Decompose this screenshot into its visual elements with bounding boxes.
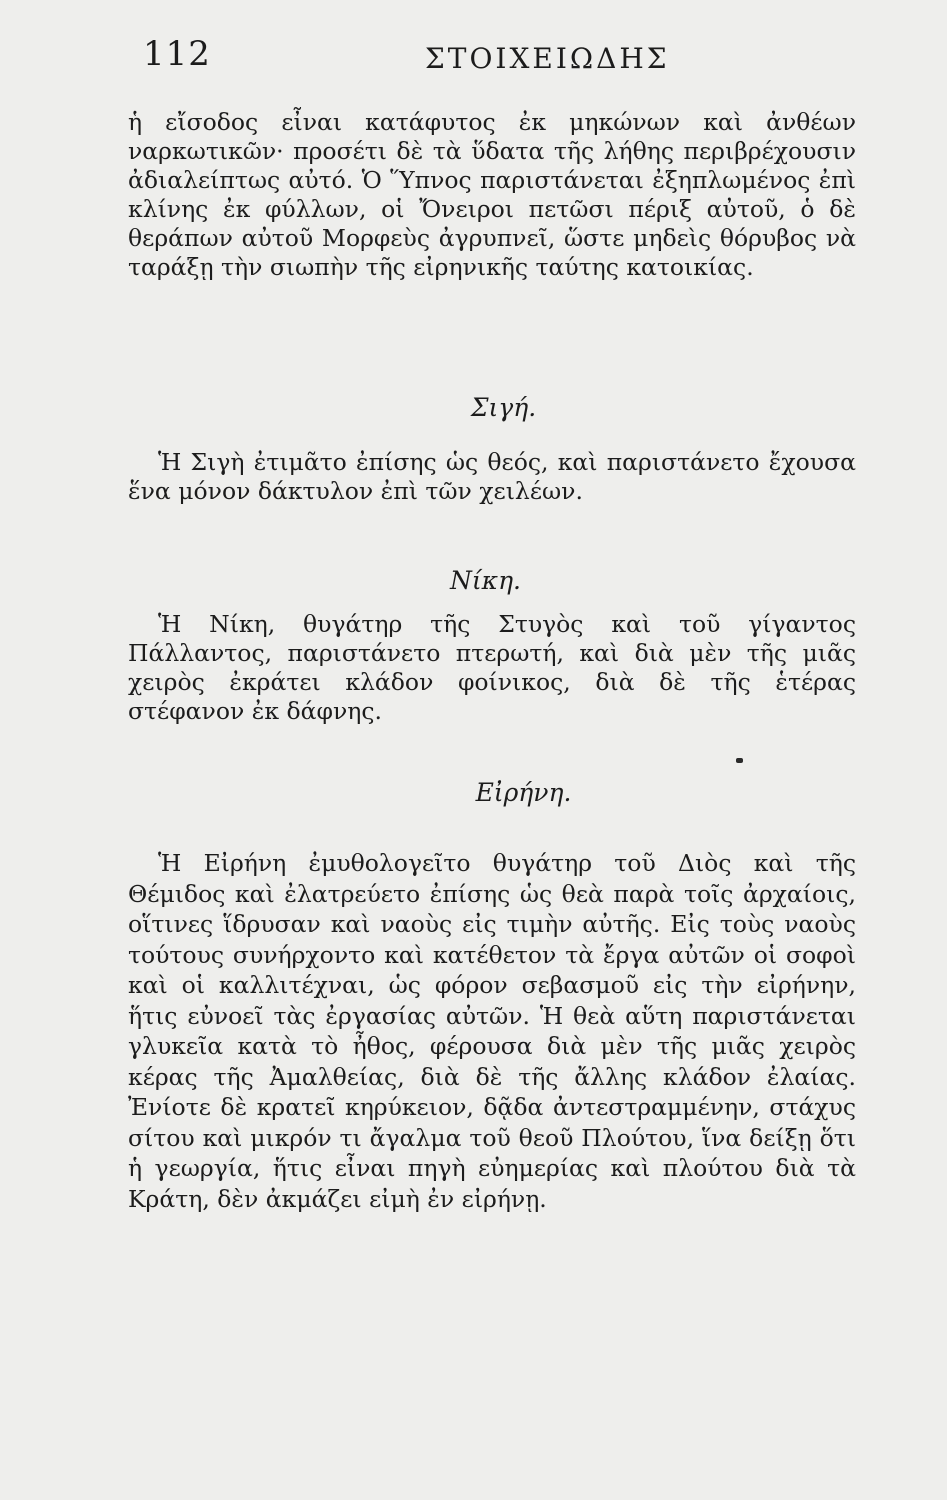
- page-number: 112: [143, 34, 211, 74]
- section-heading-eirene: Εἰρήνη.: [475, 778, 572, 807]
- running-title: ΣΤΟΙΧΕΙΩΔΗΣ: [425, 42, 670, 75]
- paragraph-nike: Ἡ Νίκη, θυγάτηρ τῆς Στυγὸς καὶ τοῦ γίγαντος Πάλλαντος, παριστάνετο πτερωτή, καὶ διὰ μὲν τῆς μιᾶς χειρὸς ἐκράτει κλάδον φοίνικος, διὰ δὲ τῆς ἑτέρας στέφανον ἐκ δάφνης.: [128, 610, 856, 725]
- paragraph-continuation: ἡ εἴσοδος εἶναι κατάφυτος ἐκ μηκώνων καὶ ἀνθέων ναρκωτικῶν· προσέτι δὲ τὰ ὕδατα τῆς λήθης περιβρέχουσιν ἀδιαλείπτως αὐτό. Ὁ Ὕπνος παριστάνεται ἐξηπλωμένος ἐπὶ κλίνης ἐκ φύλλων, οἱ Ὄνειροι πετῶσι πέριξ αὐτοῦ, ὁ δὲ θεράπων αὐτοῦ Μορφεὺς ἀγρυπνεῖ, ὥστε μηδεὶς θόρυβος νὰ ταράξῃ τὴν σιωπὴν τῆς εἰρηνικῆς ταύτης κατοικίας.: [128, 108, 856, 281]
- section-heading-nike: Νίκη.: [450, 566, 521, 595]
- paragraph-sige: Ἡ Σιγὴ ἐτιμᾶτο ἐπίσης ὡς θεός, καὶ παριστάνετο ἔχουσα ἕνα μόνον δάκτυλον ἐπὶ τῶν χειλέων.: [128, 448, 856, 505]
- section-heading-sige: Σιγή.: [470, 393, 537, 422]
- ink-speck: [736, 758, 743, 763]
- page-header: [0, 34, 947, 84]
- paragraph-eirene: Ἡ Εἰρήνη ἐμυθολογεῖτο θυγάτηρ τοῦ Διὸς καὶ τῆς Θέμιδος καὶ ἐλατρεύετο ἐπίσης ὡς θεὰ παρὰ τοῖς ἀρχαίοις, οἵτινες ἵδρυσαν καὶ ναοὺς εἰς τιμὴν αὐτῆς. Εἰς τοὺς ναοὺς τούτους συνήρχοντο καὶ κατέθετον τὰ ἔργα αὐτῶν οἱ σοφοὶ καὶ οἱ καλλιτέχναι, ὡς φόρον σεβασμοῦ εἰς τὴν εἰρήνην, ἥτις εὐνοεῖ τὰς ἐργασίας αὐτῶν. Ἡ θεὰ αὕτη παριστάνεται γλυκεῖα κατὰ τὸ ἦθος, φέρουσα διὰ μὲν τῆς μιᾶς χειρὸς κέρας τῆς Ἀμαλθείας, διὰ δὲ τῆς ἄλλης κλάδον ἐλαίας. Ἐνίοτε δὲ κρατεῖ κηρύκειον, δᾷδα ἀντεστραμμένην, στάχυς σίτου καὶ μικρόν τι ἄγαλμα τοῦ θεοῦ Πλούτου, ἵνα δείξῃ ὅτι ἡ γεωργία, ἥτις εἶναι πηγὴ εὐημερίας καὶ πλούτου διὰ τὰ Κράτη, δὲν ἀκμάζει εἰμὴ ἐν εἰρήνῃ.: [128, 849, 856, 1213]
